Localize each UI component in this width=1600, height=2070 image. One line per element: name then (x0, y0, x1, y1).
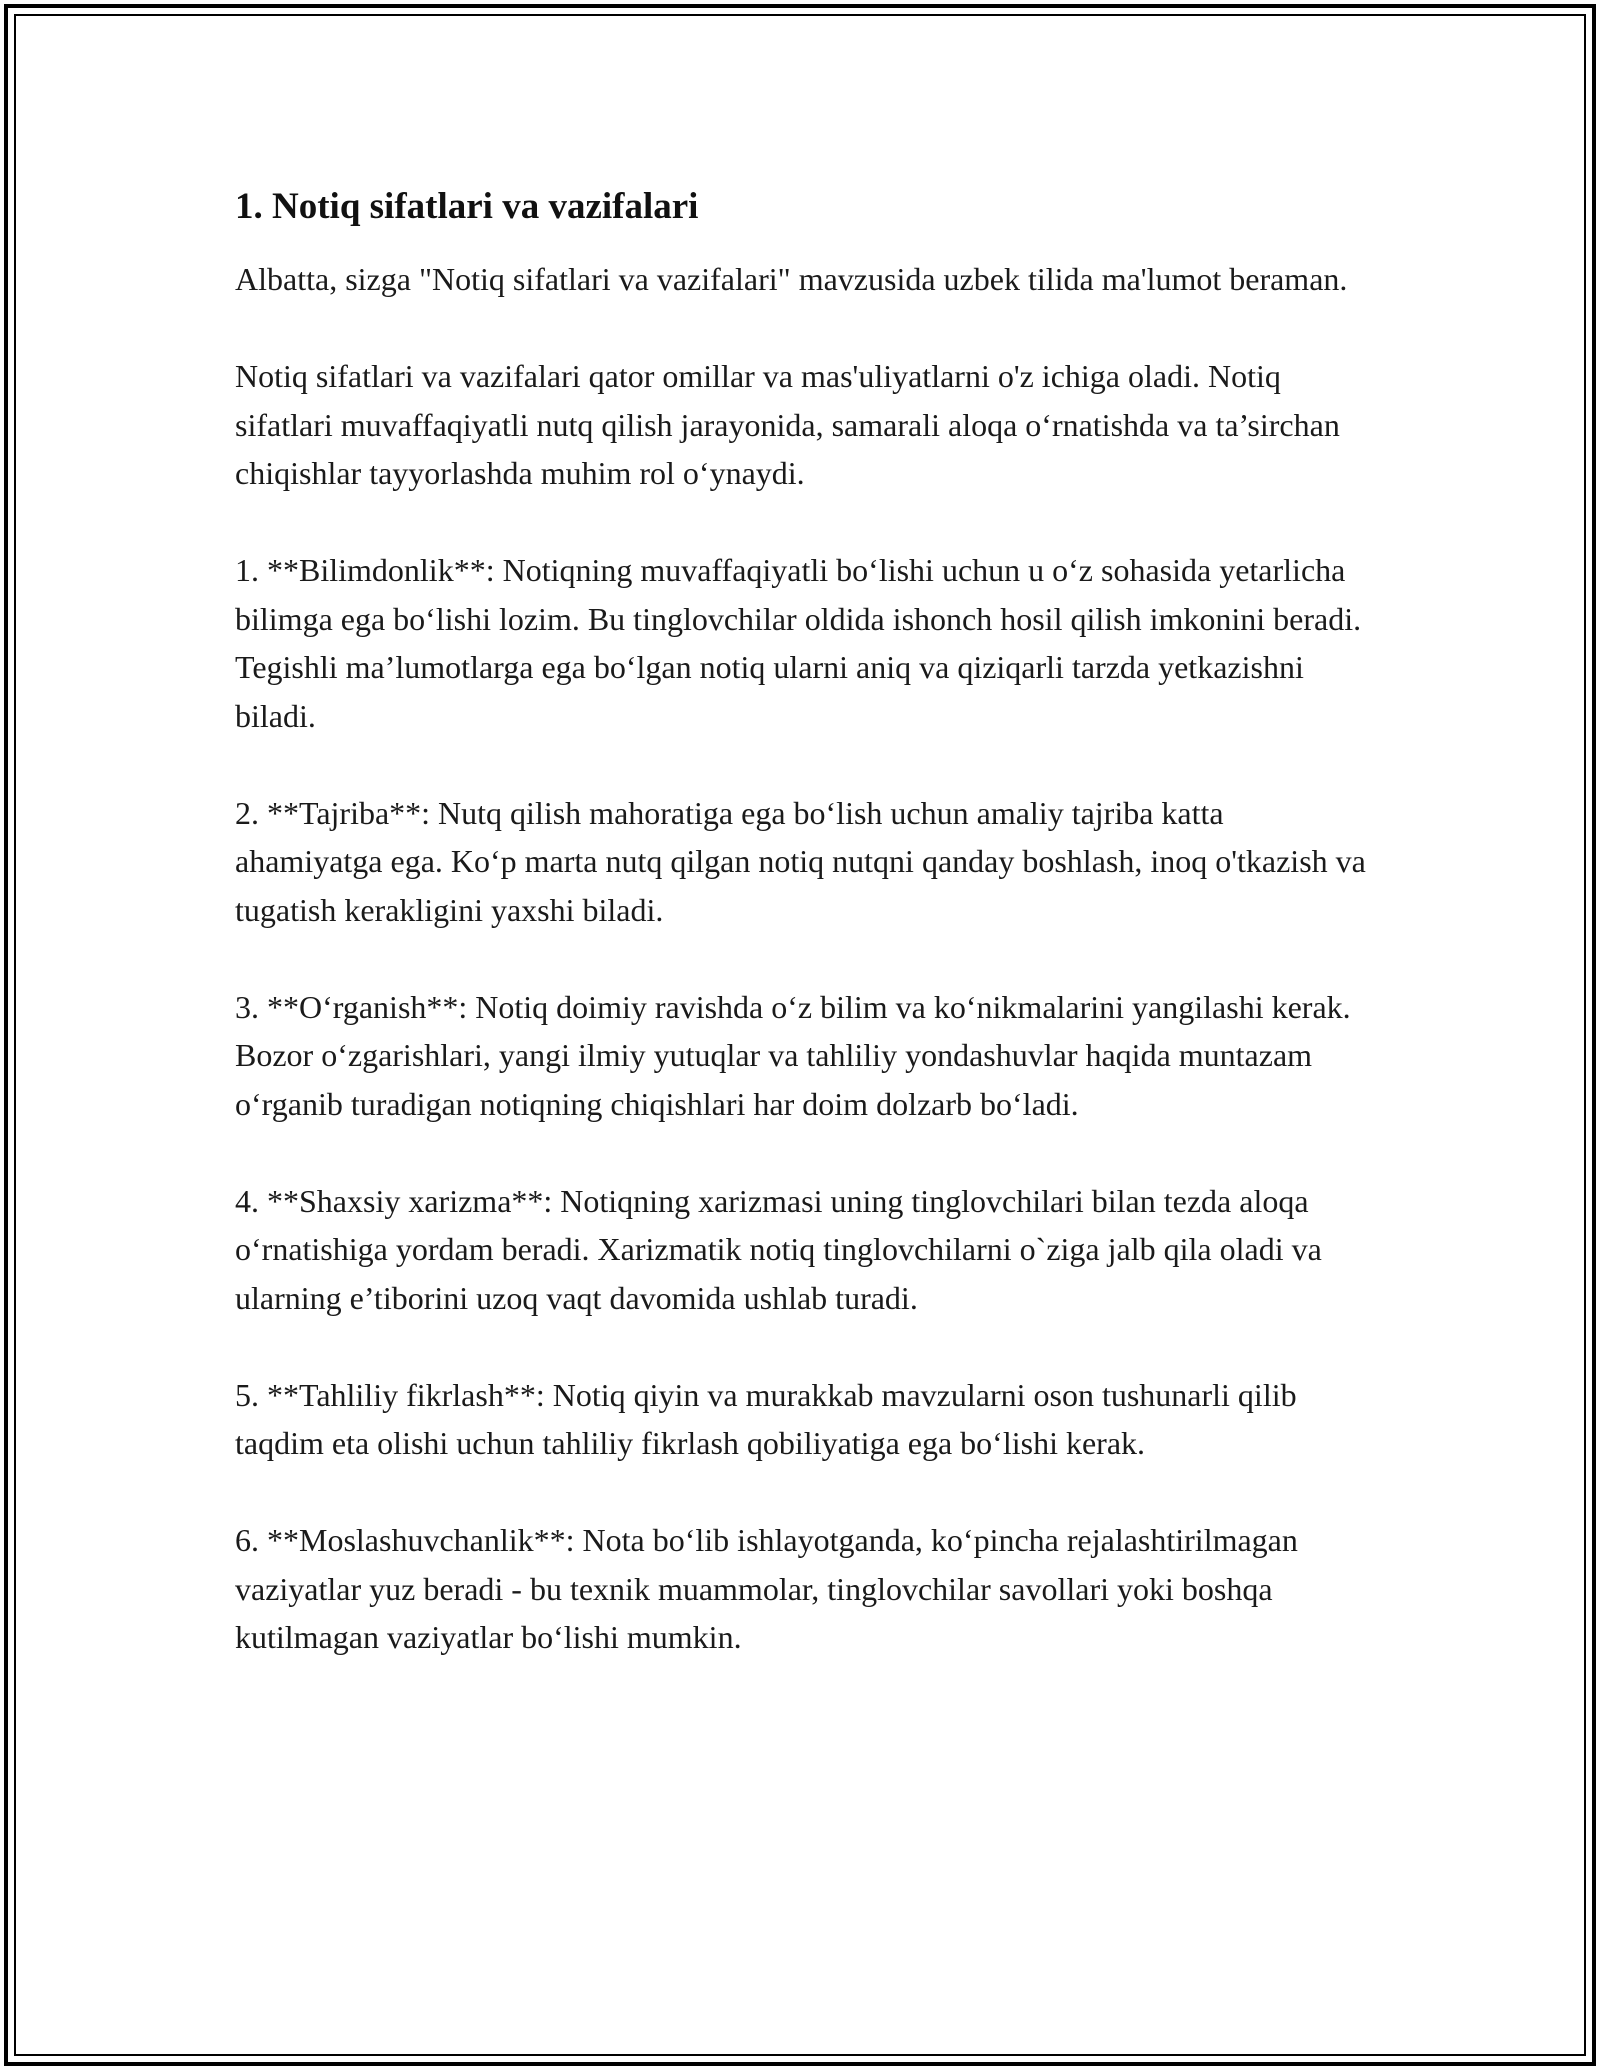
document-body (235, 185, 1375, 1662)
point-shaxsiy-xarizma: 4. **Shaxsiy xarizma**: Notiqning xarizmasi uning tinglovchilari bilan tezda aloqa o‘rnatishiga yordam beradi. Xarizmatik notiq tinglovchilarni o`ziga jalb qila oladi va ularning e’tiborini uzoq vaqt davomida ushlab turadi. (235, 1182, 1322, 1316)
point-tahliliy-fikrlash: 5. **Tahliliy fikrlash**: Notiq qiyin va murakkab mavzularni oson tushunarli qilib taqdim eta olishi uchun tahliliy fikrlash qobiliyatiga ega bo‘lishi kerak. (235, 1376, 1297, 1462)
point-organish: 3. **O‘rganish**: Notiq doimiy ravishda o‘z bilim va ko‘nikmalarini yangilashi kerak. Bozor o‘zgarishlari, yangi ilmiy yutuqlar va tahliliy yondashuvlar haqida muntazam o‘rganib turadigan notiqning chiqishlari har doim dolzarb bo‘ladi. (235, 988, 1351, 1122)
intro-paragraph: Albatta, sizga "Notiq sifatlari va vazifalari" mavzusida uzbek tilida ma'lumot beraman. (235, 261, 1348, 298)
overview-paragraph: Notiq sifatlari va vazifalari qator omillar va mas'uliyatlarni o'z ichiga oladi. Notiq sifatlari muvaffaqiyatli nutq qilish jarayonida, samarali aloqa o‘rnatishda va ta’sirchan chiqishlar tayyorlashda muhim rol o‘ynaydi. (235, 358, 1340, 492)
document-title: 1. Notiq sifatlari va vazifalari (235, 186, 699, 227)
point-tajriba: 2. **Tajriba**: Nutq qilish mahoratiga ega bo‘lish uchun amaliy tajriba katta ahamiyatga ega. Ko‘p marta nutq qilgan notiq nutqni qanday boshlash, inoq o'tkazish va tugatish kerakligini yaxshi biladi. (235, 794, 1366, 928)
point-bilimdonlik: 1. **Bilimdonlik**: Notiqning muvaffaqiyatli bo‘lishi uchun u o‘z sohasida yetarlicha bilimga ega bo‘lishi lozim. Bu tinglovchilar oldida ishonch hosil qilish imkonini beradi. Tegishli ma’lumotlarga ega bo‘lgan notiq ularni aniq va qiziqarli tarzda yetkazishni biladi. (235, 552, 1362, 734)
point-moslashuvchanlik: 6. **Moslashuvchanlik**: Nota bo‘lib ishlayotganda, ko‘pincha rejalashtirilmagan vaziyatlar yuz beradi - bu texnik muammolar, tinglovchilar savollari yoki boshqa kutilmagan vaziyatlar bo‘lishi mumkin. (235, 1522, 1298, 1656)
